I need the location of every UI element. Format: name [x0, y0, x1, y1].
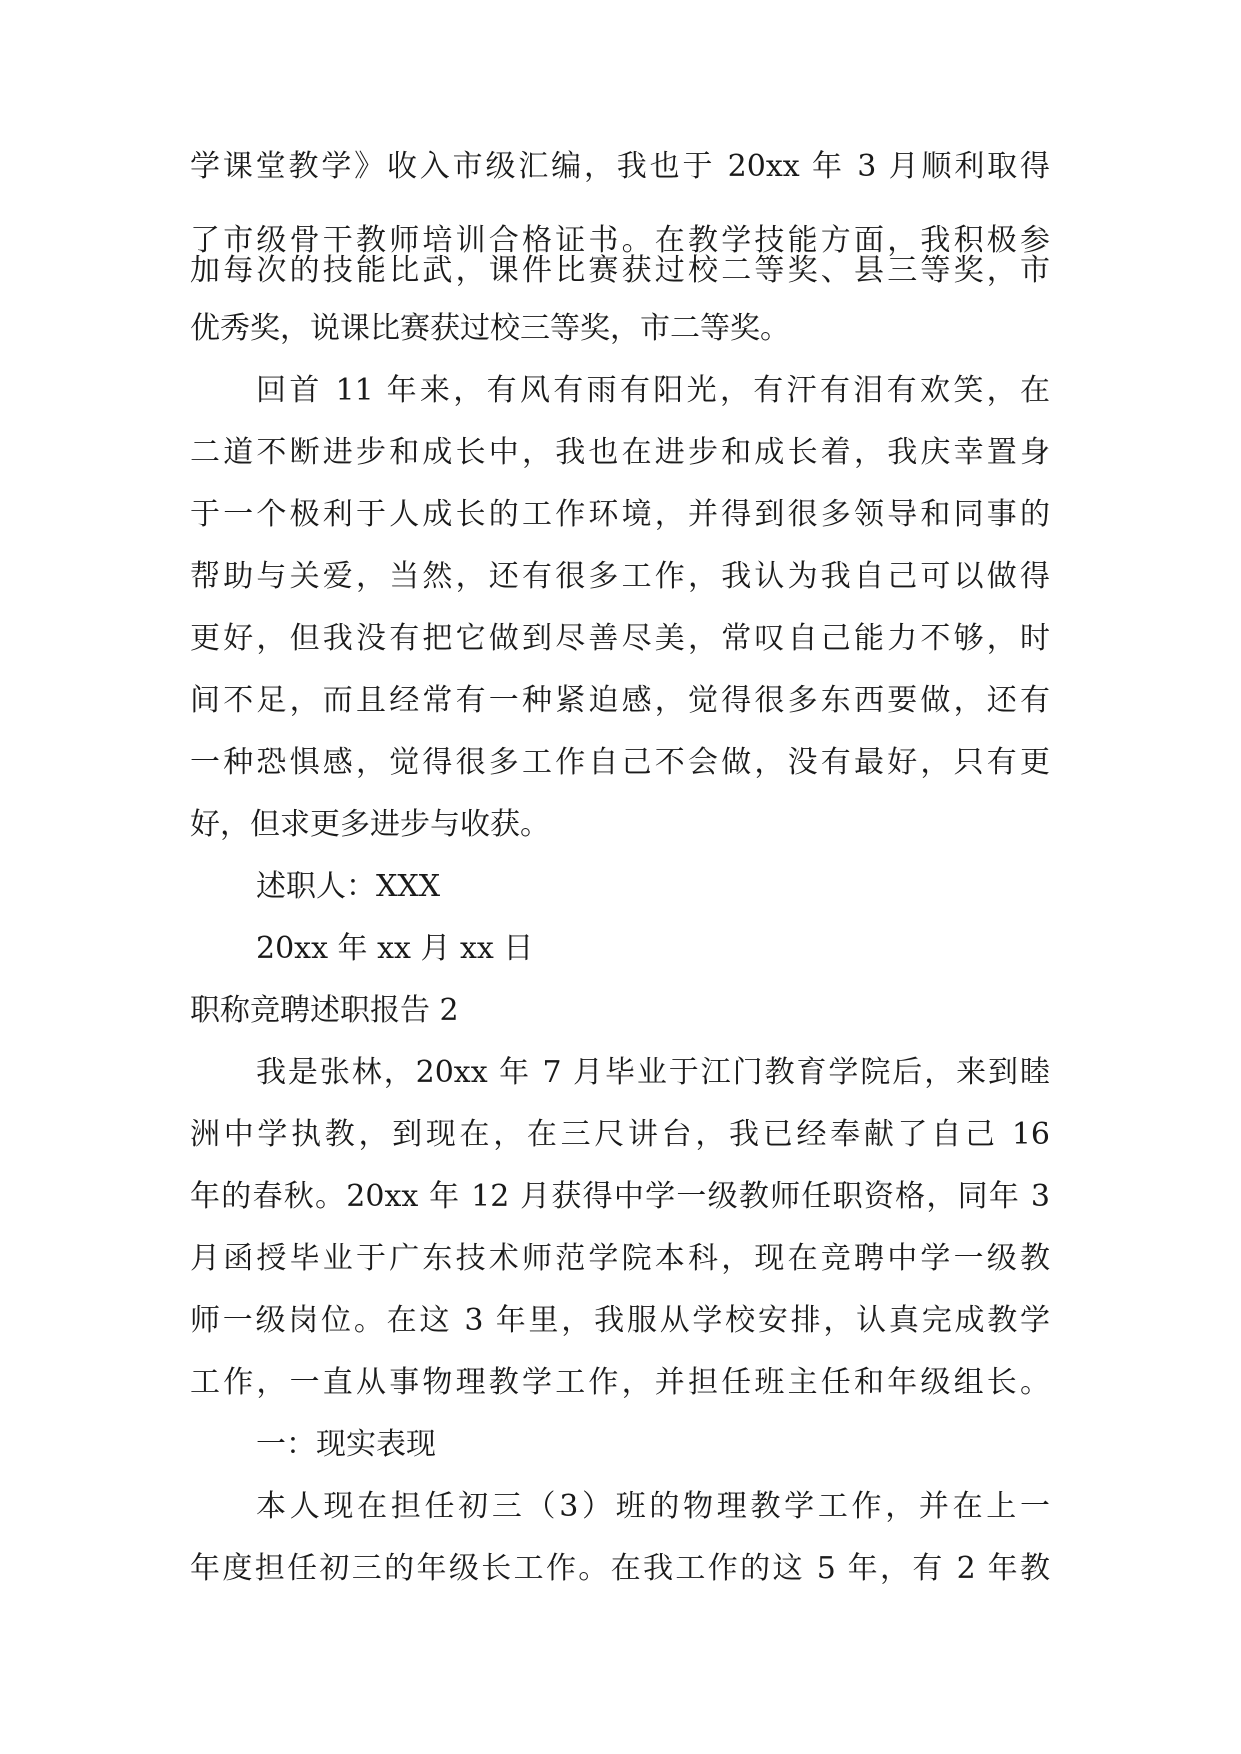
body-text-line: 师一级岗位。在这 3 年里，我服从学校安排，认真完成教学 [190, 1303, 1050, 1338]
date-line: 20xx 年 xx 月 xx 日 [256, 931, 534, 966]
body-text-line: 更好，但我没有把它做到尽善尽美，常叹自己能力不够，时 [190, 621, 1050, 656]
section-heading: 职称竞聘述职报告 2 [190, 993, 459, 1028]
body-text-line: 洲中学执教，到现在，在三尺讲台，我已经奉献了自己 16 [190, 1117, 1050, 1152]
body-text-line: 好，但求更多进步与收获。 [190, 807, 550, 842]
signature-line: 述职人：XXX [256, 869, 441, 904]
body-text-line: 工作，一直从事物理教学工作，并担任班主任和年级组长。 [190, 1365, 1050, 1400]
body-text-line: 年度担任初三的年级长工作。在我工作的这 5 年，有 2 年教 [190, 1551, 1050, 1586]
body-text-line: 了市级骨干教师培训合格证书。在教学技能方面，我积极参 [190, 223, 1050, 258]
body-text-line: 间不足，而且经常有一种紧迫感，觉得很多东西要做，还有 [190, 683, 1050, 718]
paragraph-first-line: 回首 11 年来，有风有雨有阳光，有汗有泪有欢笑，在 [256, 373, 1050, 408]
body-text-line: 于一个极利于人成长的工作环境，并得到很多领导和同事的 [190, 497, 1050, 532]
subsection-heading: 一：现实表现 [256, 1427, 436, 1462]
body-text-line: 加每次的技能比武，课件比赛获过校二等奖、县三等奖，市 [190, 253, 1050, 288]
body-text-line: 年的春秋。20xx 年 12 月获得中学一级教师任职资格，同年 3 [190, 1179, 1050, 1214]
body-text-line: 二道不断进步和成长中，我也在进步和成长着，我庆幸置身 [190, 435, 1050, 470]
paragraph-first-line: 本人现在担任初三（3）班的物理教学工作，并在上一 [256, 1489, 1050, 1524]
body-text-line: 帮助与关爱，当然，还有很多工作，我认为我自己可以做得 [190, 559, 1050, 594]
body-text-line: 月函授毕业于广东技术师范学院本科，现在竞聘中学一级教 [190, 1241, 1050, 1276]
body-text-line: 一种恐惧感，觉得很多工作自己不会做，没有最好，只有更 [190, 745, 1050, 780]
body-text-line: 学课堂教学》收入市级汇编，我也于 20xx 年 3 月顺利取得 [190, 149, 1050, 184]
paragraph-first-line: 我是张林，20xx 年 7 月毕业于江门教育学院后，来到睦 [256, 1055, 1050, 1090]
body-text-line: 优秀奖，说课比赛获过校三等奖，市二等奖。 [190, 311, 790, 346]
